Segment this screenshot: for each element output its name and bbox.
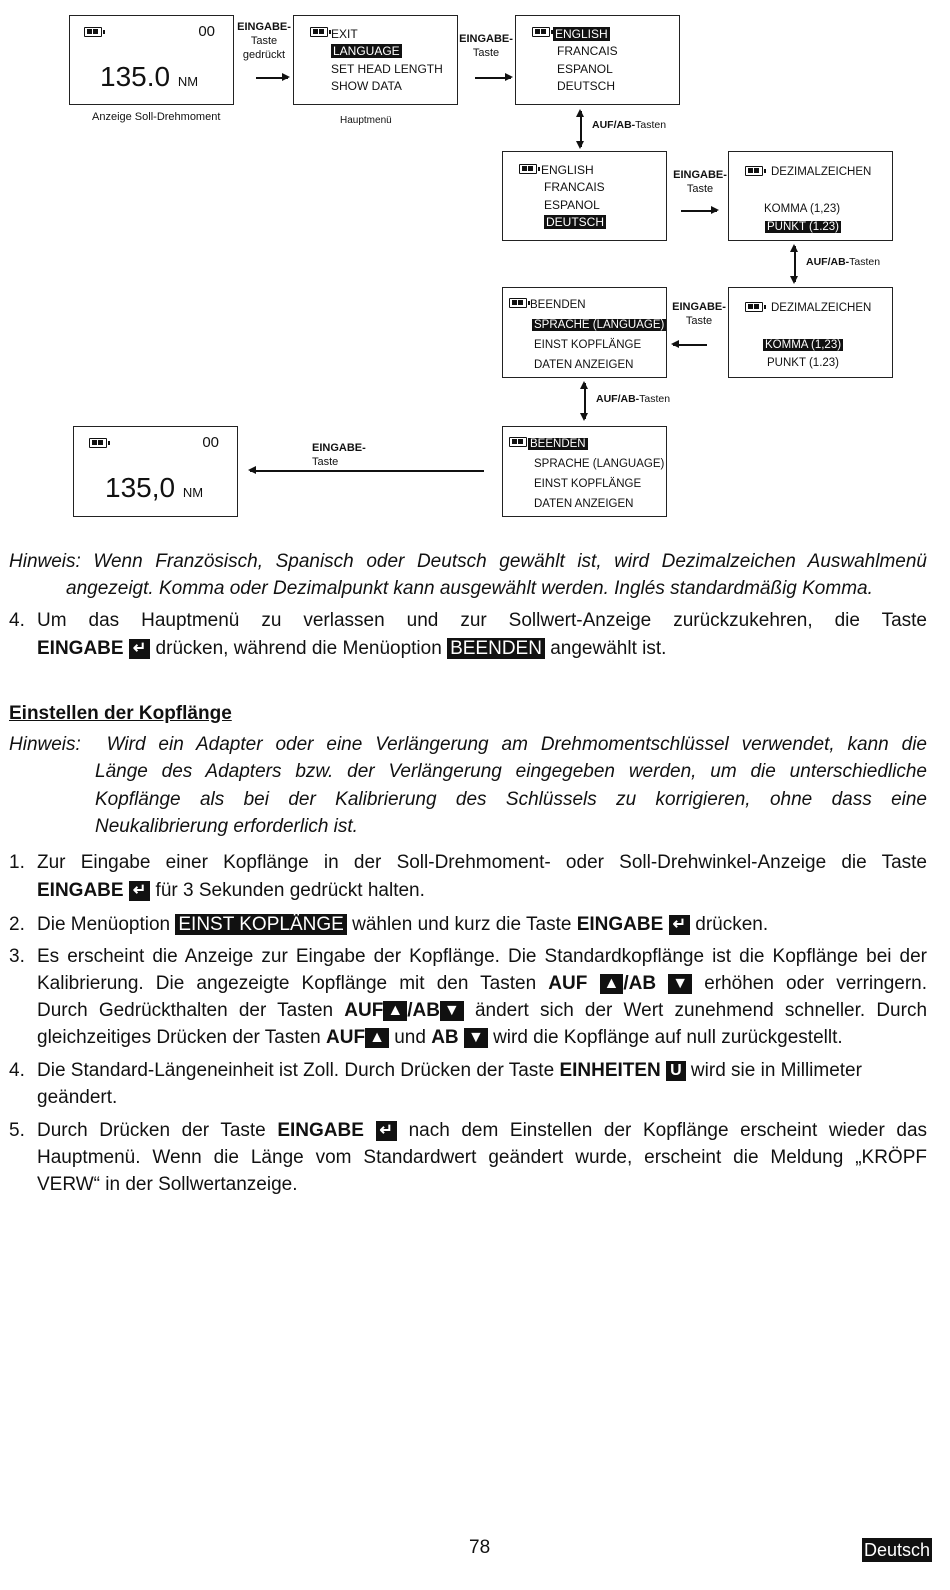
decimal-title: DEZIMALZEICHEN [771, 166, 872, 178]
torque-value: 135,0 [105, 472, 176, 503]
enter-key-label-2: EINGABE- Taste [459, 33, 513, 59]
language-menu-2 [502, 151, 667, 241]
display-small-value: 00 [202, 434, 219, 451]
enter-key-icon: ↵ [129, 881, 150, 901]
note-adapter-line4: Neukalibrierung erforderlich ist. [95, 816, 358, 837]
menu-item: BEENDEN [530, 299, 586, 311]
battery-icon [745, 166, 763, 176]
main-menu-de-2 [502, 426, 667, 517]
step-4-line2: EINGABE ↵ drücken, während die Menüoption BEENDEN angewählt ist. [37, 638, 667, 659]
step-2: 2. Die Menüoption EINST KOPLÄNGE wählen und kurz die Taste EINGABE ↵ drücken. [9, 914, 769, 935]
updown-arrow-2 [794, 246, 796, 282]
enter-key-label-1: EINGABE- Taste gedrückt [237, 21, 291, 61]
note-decimal-line1: Hinweis: Wenn Französisch, Spanisch oder Deutsch gewählt ist, wird Dezimalzeichen Auswahlmenü [9, 551, 927, 572]
updown-arrow-3 [584, 383, 586, 419]
menu-item: DATEN ANZEIGEN [534, 498, 634, 510]
arrow-right-2 [475, 77, 511, 79]
menu-item: ENGLISH [555, 27, 608, 41]
main-menu-screen [293, 15, 458, 105]
menu-item: SPRACHE (LANGUAGE) [534, 458, 665, 470]
battery-icon [745, 302, 763, 312]
torque-value: 135.0 [100, 61, 171, 92]
enter-key-label-3: EINGABE- Taste [673, 169, 727, 195]
battery-icon [310, 27, 328, 37]
enter-key-icon: ↵ [129, 639, 150, 659]
step-5-line3: VERW“ in der Sollwertanzeige. [37, 1174, 298, 1195]
menu-item: DEUTSCH [557, 79, 616, 93]
updown-label-3: AUF/AB-Tasten [596, 393, 671, 405]
beenden-highlight: BEENDEN [447, 638, 545, 659]
enter-key-icon: ↵ [376, 1121, 397, 1141]
main-menu-caption: Hauptmenü [340, 115, 392, 126]
enter-key-label-4: EINGABE- Taste [672, 301, 726, 327]
menu-item: BEENDEN [530, 438, 586, 450]
enter-key-icon: ↵ [669, 915, 690, 935]
display-small-value: 00 [198, 23, 215, 40]
step-3-line3: Durch Gedrückthalten der Tasten AUF ▲ /AB ▼ ändert sich der Wert zunehmend schneller. Durch [37, 1000, 928, 1021]
language-menu-1 [515, 15, 680, 105]
menu-item: EINST KOPFLÄNGE [534, 339, 642, 351]
arrow-right-3 [681, 210, 717, 212]
language-tag: Deutsch [864, 1540, 931, 1560]
arrow-right-1 [256, 77, 288, 79]
menu-item: EXIT [331, 27, 358, 41]
battery-icon [509, 298, 527, 308]
down-arrow-icon: ▼ [464, 1028, 488, 1048]
units-key-icon: U [666, 1061, 686, 1081]
step-4b-line1: 4. Die Standard-Längeneinheit ist Zoll. Durch Drücken der Taste EINHEITEN U wird sie in Millimeter [9, 1060, 862, 1081]
down-arrow-icon: ▼ [440, 1001, 464, 1021]
menu-item: DEUTSCH [546, 215, 605, 229]
menu-item: DATEN ANZEIGEN [534, 359, 634, 371]
note-adapter-line1: Hinweis: Wird ein Adapter oder eine Verlängerung am Drehmomentschlüssel verwendet, kann die [9, 734, 927, 755]
menu-item: ESPANOL [557, 62, 613, 76]
up-arrow-icon: ▲ [600, 974, 624, 994]
note-adapter-line2: Länge des Adapters bzw. der Verlängerung eingegeben werden, um die unterschiedliche [95, 761, 927, 782]
up-arrow-icon: ▲ [383, 1001, 407, 1021]
note-adapter-line3: Kopflänge als bei der Kalibrierung des Schlüssels zu korrigieren, ohne dass eine [95, 789, 927, 810]
menu-item: FRANCAIS [544, 180, 605, 194]
torque-unit: NM [182, 485, 204, 500]
menu-item: ESPANOL [544, 198, 600, 212]
menu-item: SHOW DATA [331, 79, 402, 93]
arrow-left-5 [250, 470, 484, 472]
note-decimal-line2: angezeigt. Komma oder Dezimalpunkt kann ausgewählt werden. Inglés standardmäßig Komma. [66, 578, 873, 599]
battery-icon [84, 27, 102, 37]
main-menu-de-1 [502, 287, 667, 378]
menu-item: PUNKT (1.23) [767, 221, 840, 233]
menu-item: LANGUAGE [333, 44, 400, 58]
battery-icon [509, 437, 527, 447]
battery-icon [89, 438, 107, 448]
section-title: Einstellen der Kopflänge [9, 703, 232, 724]
up-arrow-icon: ▲ [365, 1028, 389, 1048]
display-torque-value [100, 61, 198, 93]
decimal-menu-1 [728, 151, 893, 241]
menu-item: ENGLISH [541, 163, 594, 177]
menu-item: PUNKT (1.23) [767, 357, 840, 369]
arrow-left-4 [673, 344, 707, 346]
menu-item: SET HEAD LENGTH [331, 62, 443, 76]
step-3-line2: Kalibrierung. Die angezeigte Kopflänge mit den Tasten AUF ▲ /AB ▼ erhöhen oder verringern. [37, 973, 928, 994]
step-5-line2: Hauptmenü. Wenn die Länge vom Standardwert geändert wurde, erscheint die Meldung „KRÖPF [37, 1147, 927, 1168]
step-3-line4: gleichzeitiges Drücken der Tasten AUF ▲ und AB ▼ wird die Kopflänge auf null zurückgestellt. [37, 1027, 843, 1048]
step-3-line1: 3. Es erscheint die Anzeige zur Eingabe der Kopflänge. Die Standardkopflänge ist die Kopflänge bei der [9, 946, 927, 967]
step-1-line2: EINGABE ↵ für 3 Sekunden gedrückt halten. [37, 880, 425, 901]
battery-icon [532, 27, 550, 37]
menu-item: SPRACHE (LANGUAGE) [534, 319, 665, 331]
display-torque-value [105, 472, 203, 504]
menu-item: EINST KOPFLÄNGE [534, 478, 642, 490]
menu-item: FRANCAIS [557, 44, 618, 58]
step-1-line1: 1. Zur Eingabe einer Kopflänge in der Soll-Drehmoment- oder Soll-Drehwinkel-Anzeige die Taste [9, 852, 927, 873]
updown-label-2: AUF/AB-Tasten [806, 256, 881, 268]
einst-kopflange-highlight: EINST KOPLÄNGE [175, 914, 346, 935]
display-caption: Anzeige Soll-Drehmoment [92, 111, 221, 123]
page-number: 78 [469, 1537, 491, 1558]
down-arrow-icon: ▼ [668, 974, 692, 994]
menu-item: KOMMA (1,23) [764, 203, 841, 215]
torque-display-1 [69, 15, 234, 105]
updown-label-1: AUF/AB-Tasten [592, 119, 667, 131]
enter-key-label-5: EINGABE- Taste [312, 442, 366, 468]
decimal-menu-2 [728, 287, 893, 378]
decimal-title: DEZIMALZEICHEN [771, 302, 872, 314]
step-5-line1: 5. Durch Drücken der Taste EINGABE ↵ nach dem Einstellen der Kopflänge erscheint wieder das [9, 1120, 928, 1141]
step-4-line1: 4. Um das Hauptmenü zu verlassen und zur Sollwert-Anzeige zurückzukehren, die Taste [9, 610, 927, 631]
torque-unit: NM [177, 74, 199, 89]
battery-icon [519, 164, 537, 174]
torque-display-2 [73, 426, 238, 517]
updown-arrow-1 [580, 111, 582, 147]
step-4b-line2: geändert. [37, 1087, 118, 1108]
menu-item: KOMMA (1,23) [765, 339, 842, 351]
